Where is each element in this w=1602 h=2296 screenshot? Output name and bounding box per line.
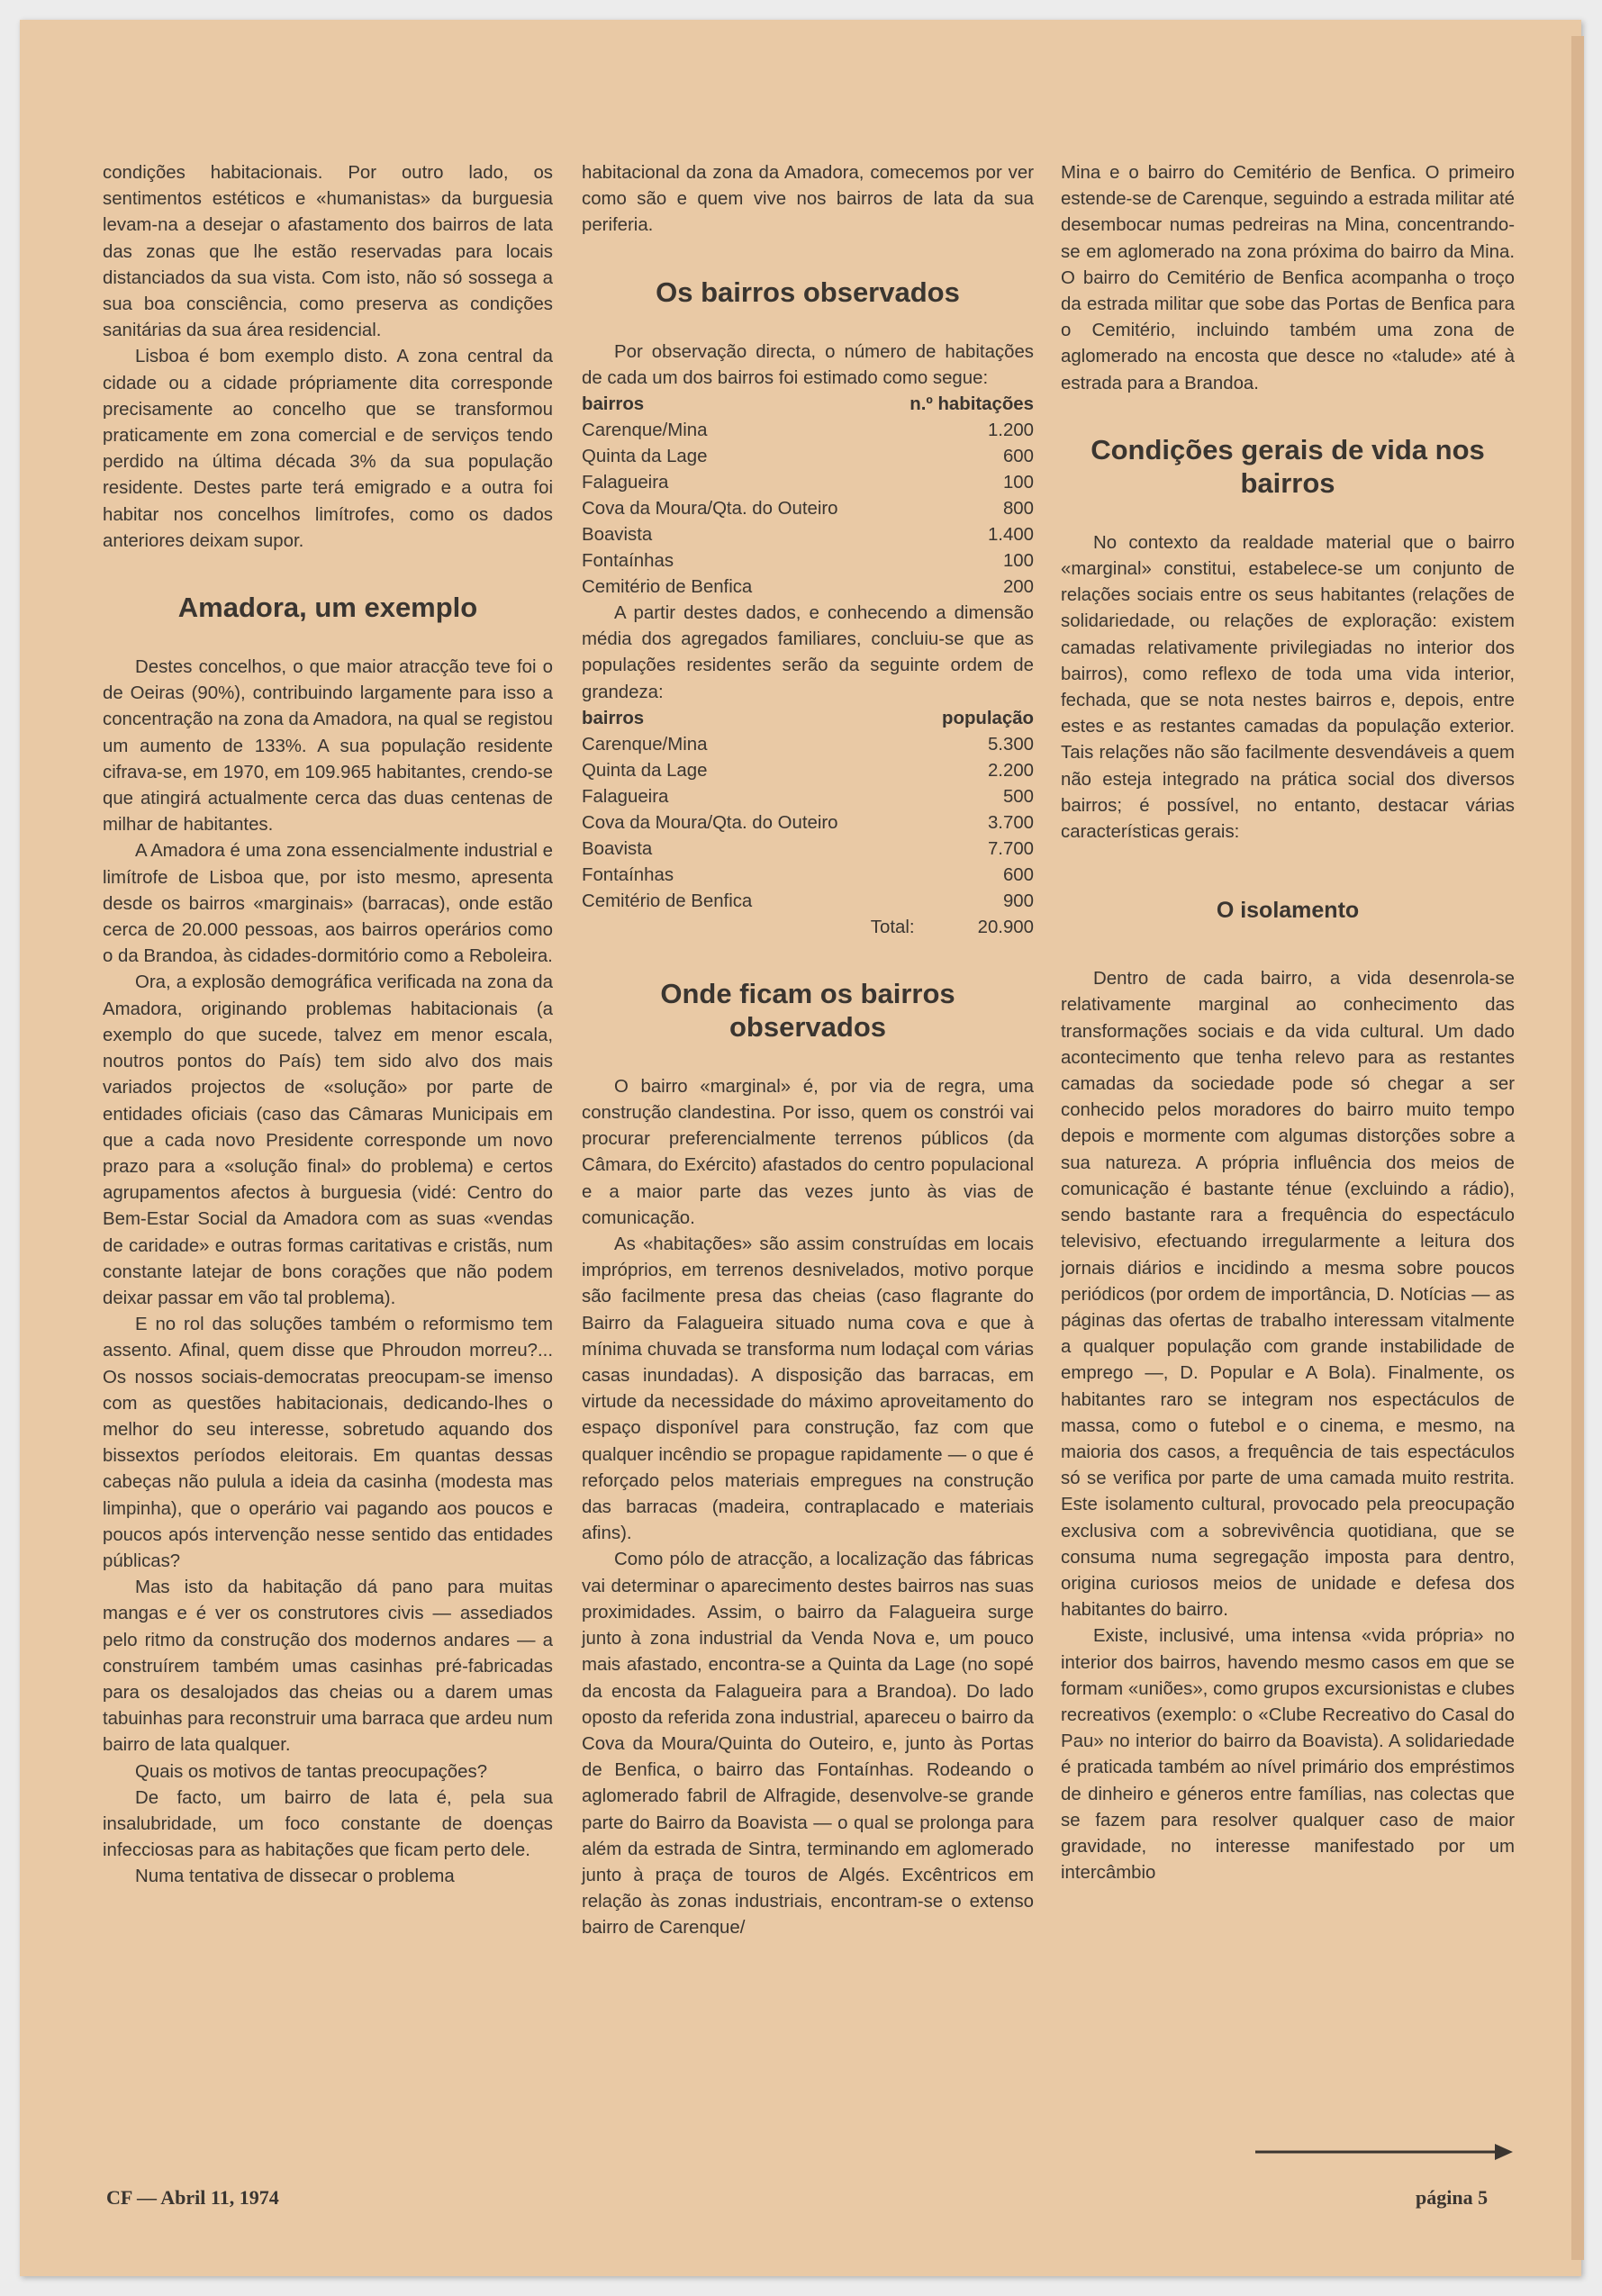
table-header: população	[942, 708, 1034, 728]
table-cell: Boavista	[582, 838, 653, 859]
table-cell: Cova da Moura/Qta. do Outeiro	[582, 812, 838, 833]
table-cell: 5.300	[987, 734, 1034, 755]
table-row	[582, 889, 1034, 915]
table-row	[582, 548, 1034, 574]
table-header: bairros	[582, 708, 645, 728]
table-row	[582, 418, 1034, 444]
table-cell: 2.200	[987, 760, 1034, 781]
paragraph: A Amadora é uma zona essencialmente industrial e limítrofe de Lisboa que, por isto mesmo, apresenta desde os bairros «marginais» (barracas), onde estão cerca de 20.000 pessoas, aos bairros operários como o da Brandoa, às cidades-dormitório como a Reboleira.	[103, 841, 553, 967]
table-cell: Fontaínhas	[582, 864, 674, 885]
paragraph: A partir destes dados, e conhecendo a dimensão média dos agregados familiares, concluiu-se que as populações residentes serão da seguinte ordem de grandeza:	[582, 603, 1034, 702]
table-cell: Cemitério de Benfica	[582, 890, 753, 911]
paragraph: Existe, inclusivé, uma intensa «vida própria» no interior dos bairros, havendo mesmo casos em que se formam «uniões», como grupos excursionistas e clubes recreativos (exemplo: o «Clube Recreativo do Casal do Pau» no interior do bairro da Boavista). A solidariedade é praticada também ao nível primário dos empréstimos de dinheiro e géneros entre famílias, nas colectas que se fazem para resolver qualquer caso de maior gravidade, no interesse manifestado por um intercâmbio	[1061, 1626, 1515, 1884]
column-3	[1061, 160, 1515, 1886]
paragraph: habitacional da zona da Amadora, comecemos por ver como são e quem vive nos bairros de lata da sua periferia.	[582, 163, 1034, 236]
paragraph: E no rol das soluções também o reformismo tem assento. Afinal, quem disse que Phroudon morreu?... Os nossos sociais-democratas preocupam-se imenso com as questões habitacionais, dedicando-lhes o melhor do seu interesse, sobretudo aquando dos bissextos períodos eleitorais. Em quantas dessas cabeças não pulula a ideia da casinha (modesta mas limpinha), que o operário vai pagando aos poucos e poucos após intervenção nesse sentido das entidades públicas?	[103, 1315, 553, 1571]
table-cell: 200	[1002, 577, 1034, 598]
paragraph: Por observação directa, o número de habitações de cada um dos bairros foi estimado como segue:	[582, 341, 1034, 388]
section-heading-condicoes-gerais: Condições gerais de vida nos bairros	[1091, 433, 1485, 499]
paragraph: O bairro «marginal» é, por via de regra, uma construção clandestina. Por isso, quem os constrói vai procurar preferencialmente terrenos públicos (da Câmara, do Exército) afastados do centro populacional e a maior parte das vezes junto às vias de comunicação.	[582, 1076, 1034, 1228]
continue-arrow-icon	[1254, 2141, 1515, 2163]
table-cell: 600	[1002, 447, 1034, 467]
section-heading-bairros-observados: Os bairros observados	[656, 276, 960, 308]
table-total-row	[582, 915, 1034, 941]
table-header-row	[582, 706, 1034, 732]
table-row	[582, 574, 1034, 601]
paragraph: Como pólo de atracção, a localização das fábricas vai determinar o aparecimento destes bairros nas suas proximidades. Assim, o bairro da Falagueira surge junto à zona industrial da Venda Nova e, um pouco mais afastado, encontra-se a Quinta da Lage (no sopé da encosta da Falagueira para a Brandoa). Do lado oposto da referida zona industrial, apareceu o bairro da Cova da Moura/Quinta do Outeiro, e, junto às Portas de Benfica, o bairro das Fontaínhas. Rodeando o aglomerado fabril de Alfragide, desenvolve-se grande parte do Bairro da Boavista — o qual se prolonga para além da estrada de Sintra, terminando em aglomerado junto à praça de touros de Algés. Excêntricos em relação às zonas industriais, encontram-se o extenso bairro de Carenque/	[582, 1550, 1034, 1939]
table-row	[582, 810, 1034, 836]
table-cell: 7.700	[987, 838, 1034, 859]
table-cell: 600	[1002, 864, 1034, 885]
column-2	[582, 160, 1034, 1942]
paragraph: Mina e o bairro do Cemitério de Benfica. O primeiro estende-se de Carenque, seguindo a estrada militar até desembocar numas pedreiras na Mina, concentrando-se em aglomerado na zona próxima do bairro da Mina. O bairro do Cemitério de Benfica acompanha o troço da estrada militar que sobe das Portas de Benfica para o Cemitério, incluindo também uma zona de aglomerado na encosta que desce no «talude» até à estrada para a Brandoa.	[1061, 163, 1515, 393]
table-cell: Quinta da Lage	[582, 447, 708, 467]
table-row	[582, 758, 1034, 784]
table-row	[582, 522, 1034, 548]
table-header: bairros	[582, 394, 645, 415]
table-cell: 900	[1002, 890, 1034, 911]
paragraph: Lisboa é bom exemplo disto. A zona central da cidade ou a cidade própriamente dita corresponde precisamente ao concelho que se transformou praticamente em zona comercial e de serviços tendo perdido na última década 3% da sua população residente. Destes parte terá emigrado e a outra foi habitar nos concelhos limítrofes, como os dados anteriores deixam supor.	[103, 347, 553, 551]
table-cell: 100	[1002, 473, 1034, 493]
table-header: n.º habitações	[910, 394, 1034, 415]
paragraph: Mas isto da habitação dá pano para muitas mangas e é ver os construtores civis — assediados pelo ritmo da construção dos modernos andares — a construírem também umas casinhas pré-fabricadas para os desalojados das cheias ou a darem umas tabuinhas para reconstruir uma barraca que ardeu num bairro de lata qualquer.	[103, 1577, 553, 1756]
table-row	[582, 470, 1034, 496]
paragraph: No contexto da realdade material que o bairro «marginal» constitui, estabelece-se um conjunto de relações sociais entre os seus habitantes (relações de solidariedade, ou relações de exploração: existem camadas relativamente privilegiadas no interior dos bairros), como reflexo de toda uma vida interior, fechada, que se nota nestes bairros e, depois, entre estes e as restantes camadas da população exterior. Tais relações não são facilmente desvendáveis a quem não esteja integrado na prática social dos diversos bairros; é possível, no entanto, destacar várias características gerais:	[1061, 532, 1515, 843]
paragraph: Numa tentativa de dissecar o problema	[135, 1867, 455, 1887]
table-cell: Carenque/Mina	[582, 420, 708, 441]
table-cell: 1.400	[987, 525, 1034, 546]
table-header-row	[582, 392, 1034, 418]
footer-issue: CF — Abril 11, 1974	[106, 2186, 279, 2209]
paragraph: Quais os motivos de tantas preocupações?	[135, 1761, 488, 1782]
table-row	[582, 836, 1034, 863]
paragraph: condições habitacionais. Por outro lado, os sentimentos estéticos e «humanistas» da burguesia levam-na a desejar o afastamento dos bairros de lata das zonas que lhe estão reservadas para locais distanciados da sua vista. Com isto, não só sossega a sua boa consciência, como preserva as condições sanitárias da sua área residencial.	[103, 163, 553, 341]
table-cell: Falagueira	[582, 786, 669, 807]
paragraph: As «habitações» são assim construídas em locais impróprios, em terrenos desnivelados, motivo porque são facilmente presa das cheias (caso flagrante do Bairro da Falagueira situado numa cova e que à mínima chuvada se transforma num lodaçal com várias casas inundadas). A disposição das barracas, em virtude da necessidade do máximo aproveitamento do espaço disponível para construção, faz com que qualquer incêndio se propague rapidamente — o que é reforçado pelos materiais empregues na construção das barracas (madeira, contraplacado e materiais afins).	[582, 1234, 1034, 1544]
paragraph: Destes concelhos, o que maior atracção teve foi o de Oeiras (90%), contribuindo largamente para isso a concentração na zona da Amadora, na qual se registou um aumento de 133%. A sua população residente cifrava-se, em 1970, em 109.965 habitantes, crendo-se que atingirá actualmente cerca das duas centenas de milhar de habitantes.	[103, 657, 553, 836]
total-label: Total:	[870, 917, 915, 937]
table-row	[582, 863, 1034, 889]
table-cell: Carenque/Mina	[582, 734, 708, 755]
table-cell: Quinta da Lage	[582, 760, 708, 781]
page-edge	[1571, 36, 1584, 2260]
table-cell: 800	[1002, 499, 1034, 520]
table-row	[582, 444, 1034, 470]
table-cell: Cemitério de Benfica	[582, 577, 753, 598]
population-table	[582, 706, 1034, 941]
table-cell: 100	[1002, 551, 1034, 572]
section-heading-amadora: Amadora, um exemplo	[177, 592, 478, 624]
table-row	[582, 784, 1034, 810]
section-heading-onde-ficam: Onde ficam os bairros observados	[660, 977, 955, 1043]
table-cell: 500	[1002, 786, 1034, 807]
table-cell: Boavista	[582, 525, 653, 546]
housing-table	[582, 392, 1034, 601]
paragraph: Dentro de cada bairro, a vida desenrola-se relativamente marginal ao conhecimento das transformações sociais e da vida cultural. Um dado acontecimento que tenha relevo para as restantes camadas da sociedade pode só chegar a ser conhecido pelos moradores do bairro muito tempo depois e mormente com algumas distorções sobre a sua natureza. A própria influência dos meios de comunicação é bastante ténue (excluindo a rádio), sendo bastante rara a frequência do espectáculo televisivo, efectuando irregularmente a leitura dos jornais diários e incidindo a mesma sobre poucos periódicos (por ordem de importância, D. Notícias — as páginas das ofertas de trabalho interessam vitalmente a qualquer população com grande instabilidade de emprego —, D. Popular e A Bola). Finalmente, os habitantes raro se integram nos espectáculos de massa, como o futebol e o cinema, e mesmo, na maioria dos casos, a frequência de tais espectáculos só se verifica por parte de uma camada muito restrita. Este isolamento cultural, provocado pela preocupação exclusiva com a sobrevivência quotidiana, que se consuma numa segregação imposta para dentro, origina curiosos meios de unidade e defesa dos habitantes do bairro.	[1061, 969, 1515, 1621]
table-cell: 3.700	[987, 812, 1034, 833]
paragraph: Ora, a explosão demográfica verificada na zona da Amadora, originando problemas habitacionais (a exemplo do que sucede, talvez em menor escala, noutros pontos do País) tem sido alvo dos mais variados projectos de «solução» por parte de entidades oficiais (caso das Câmaras Municipais em que a cada novo Presidente corresponde um novo prazo para a «solução final» do problema) e certos agrupamentos afectos à burguesia (vidé: Centro do Bem-Estar Social da Amadora com as suas «vendas de caridade» e outras formas caritativas e cristãs, num constante latejar de bons corações que não podem deixar passar em vão tal problema).	[103, 972, 553, 1308]
footer-page-number: página 5	[1416, 2186, 1489, 2209]
section-heading-isolamento: O isolamento	[1216, 898, 1360, 924]
column-1	[103, 160, 553, 1891]
table-cell: Cova da Moura/Qta. do Outeiro	[582, 499, 838, 520]
table-cell: Fontaínhas	[582, 551, 674, 572]
total-value: 20.900	[977, 917, 1034, 937]
table-cell: Falagueira	[582, 473, 669, 493]
table-row	[582, 732, 1034, 758]
table-row	[582, 496, 1034, 522]
table-cell: 1.200	[987, 420, 1034, 441]
paragraph: De facto, um bairro de lata é, pela sua insalubridade, um foco constante de doenças infecciosas para as habitações que ficam perto dele.	[103, 1787, 553, 1861]
